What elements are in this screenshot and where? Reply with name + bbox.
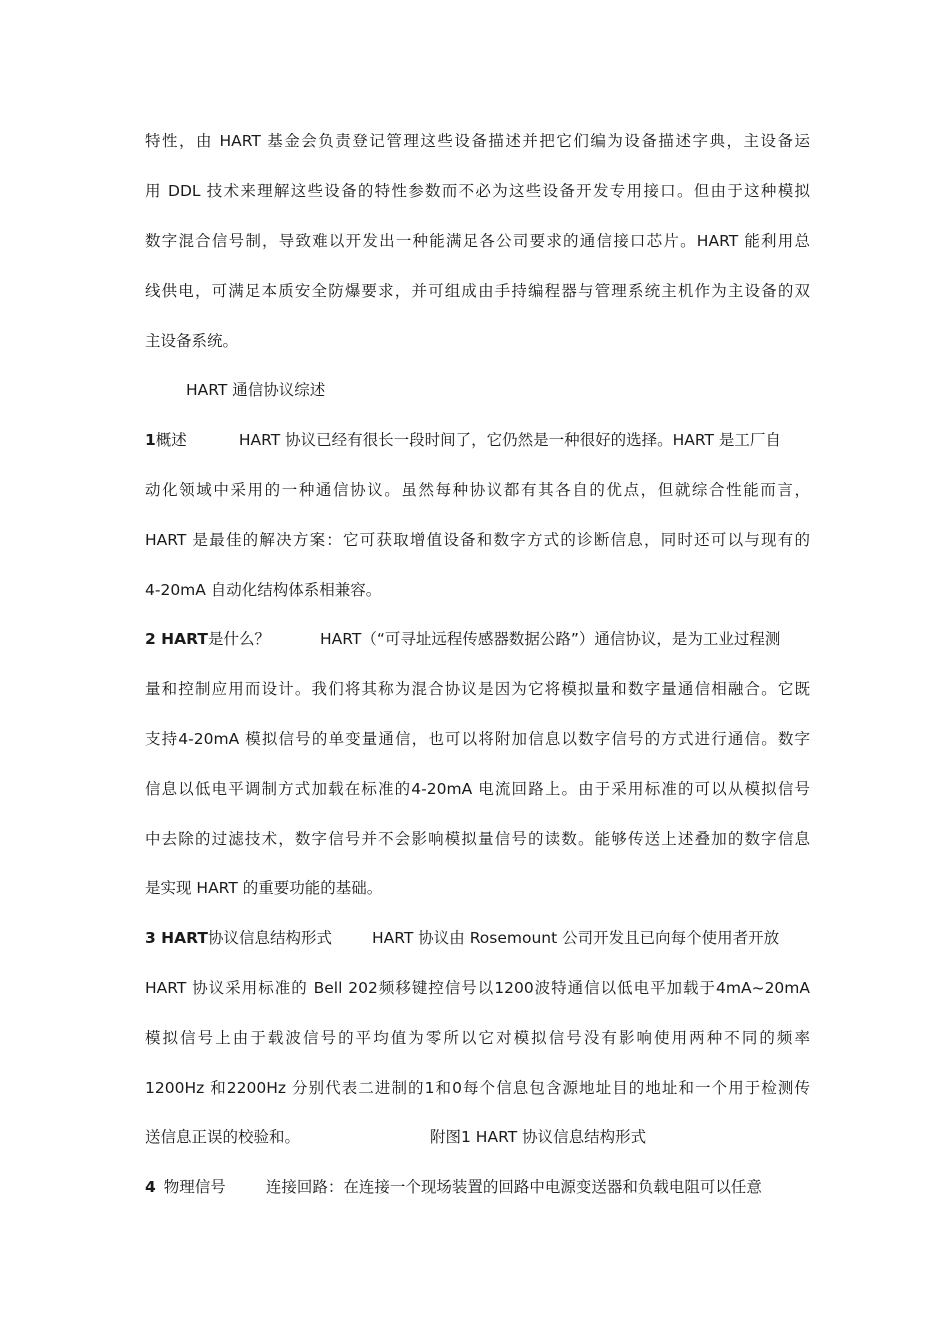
paragraph-line: 中去除的过滤技术，数字信号并不会影响模拟量信号的读数。能够传送上述叠加的数字信息	[145, 830, 810, 848]
section-title: 是什么？	[207, 630, 270, 648]
paragraph-line: 动化领域中采用的一种通信协议。虽然每种协议都有其各自的优点，但就综合性能而言，	[145, 481, 810, 499]
paragraph-text: 送信息正误的校验和。	[145, 1128, 301, 1146]
section-2-first-line	[145, 629, 810, 649]
paragraph-line: 模拟信号上由于载波信号的平均值为零所以它对模拟信号没有影响使用两种不同的频率	[145, 1029, 810, 1047]
paragraph-line: 4-20mA 自动化结构体系相兼容。	[145, 581, 382, 599]
paragraph-line: 量和控制应用而设计。我们将其称为混合协议是因为它将模拟量和数字量通信相融合。它既	[145, 680, 810, 698]
figure-caption: 附图1 HART 协议信息结构形式	[430, 1128, 647, 1146]
section-3-first-line	[145, 928, 810, 948]
section-3-last-line	[145, 1127, 810, 1147]
paragraph-line: 数字混合信号制，导致难以开发出一种能满足各公司要求的通信接口芯片。HART 能利用总	[145, 232, 810, 250]
paragraph-text: HART（“可寻址远程传感器数据公路”）通信协议，是为工业过程测	[319, 630, 781, 648]
paragraph-line: 特性，由 HART 基金会负责登记管理这些设备描述并把它们编为设备描述字典，主设备运	[145, 132, 810, 150]
section-number: 4	[145, 1178, 156, 1196]
paragraph-line: 信息以低电平调制方式加载在标准的4-20mA 电流回路上。由于采用标准的可以从模拟信号	[145, 780, 810, 798]
section-title-bold: 3 HART	[145, 929, 208, 947]
section-title-bold: 2 HART	[145, 630, 208, 648]
paragraph-line: 1200Hz 和2200Hz 分别代表二进制的1和0每个信息包含源地址目的地址和一个用于检测传	[145, 1079, 810, 1097]
paragraph-line: 用 DDL 技术来理解这些设备的特性参数而不必为这些设备开发专用接口。但由于这种模拟	[145, 182, 810, 200]
section-title: 概述	[155, 431, 187, 449]
paragraph-text: HART 协议已经有很长一段时间了，它仍然是一种很好的选择。HART 是工厂自	[238, 431, 781, 449]
section-number: 1	[145, 431, 156, 449]
paragraph-line: 主设备系统。	[145, 332, 239, 350]
section-4-first-line	[145, 1177, 810, 1197]
paragraph-text: HART 协议由 Rosemount 公司开发且已向每个使用者开放	[371, 929, 780, 947]
paragraph-line: 支持4-20mA 模拟信号的单变量通信，也可以将附加信息以数字信号的方式进行通信。数字	[145, 730, 810, 748]
section-title: 协议信息结构形式	[207, 929, 332, 947]
paragraph-text: 连接回路：在连接一个现场装置的回路中电源变送器和负载电阻可以任意	[265, 1178, 762, 1196]
paragraph-line: 是实现 HART 的重要功能的基础。	[145, 879, 383, 897]
section-1-first-line	[145, 430, 810, 450]
paragraph-line: HART 协议采用标准的 Bell 202频移键控信号以1200波特通信以低电平加载于4mA~20mA	[145, 979, 810, 997]
paragraph-line: 线供电，可满足本质安全防爆要求，并可组成由手持编程器与管理系统主机作为主设备的双	[145, 282, 810, 300]
paragraph-line: HART 是最佳的解决方案：它可获取增值设备和数字方式的诊断信息，同时还可以与现有的	[145, 531, 810, 549]
section-heading: HART 通信协议综述	[186, 381, 326, 399]
section-title: 物理信号	[163, 1178, 226, 1196]
